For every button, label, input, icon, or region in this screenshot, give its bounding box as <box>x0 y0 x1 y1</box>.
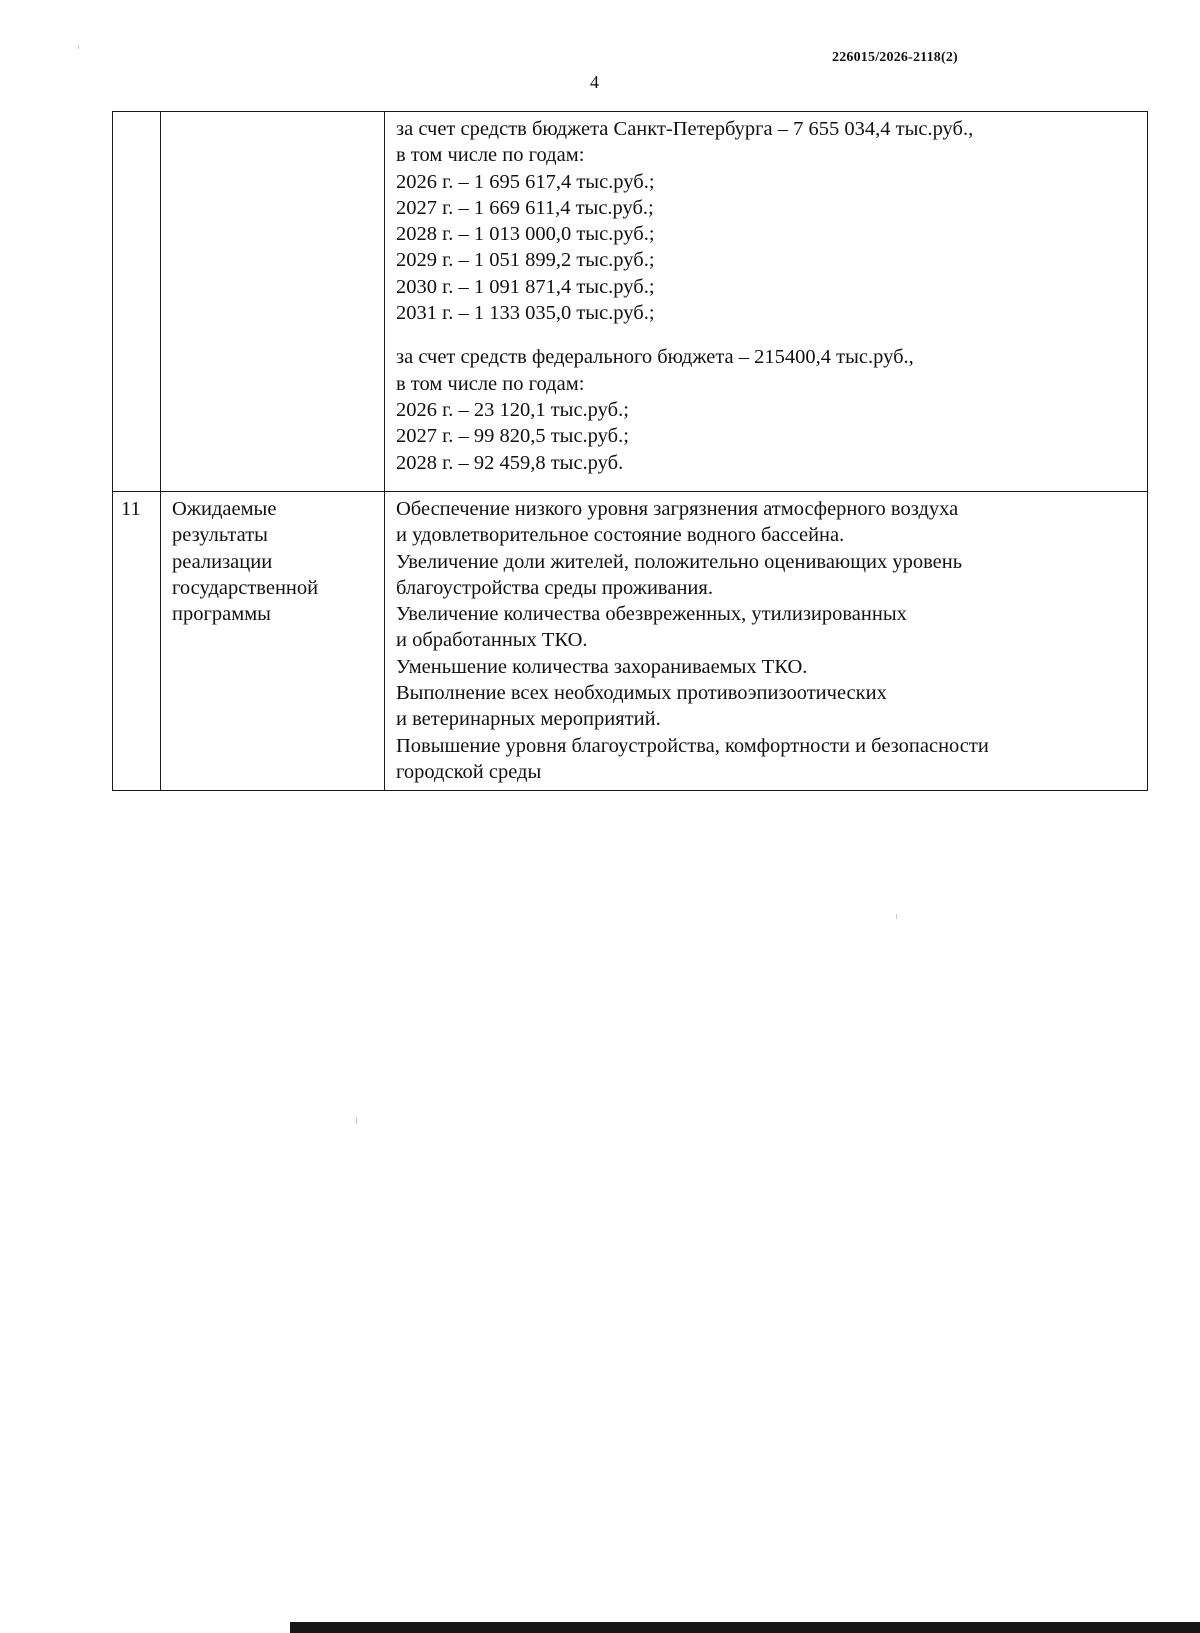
row-number: 11 <box>121 498 141 520</box>
scan-artifact <box>356 1117 357 1124</box>
financing-line: 2026 г. – 23 120,1 тыс.руб.; <box>396 398 629 421</box>
financing-line: 2027 г. – 99 820,5 тыс.руб.; <box>396 425 629 448</box>
financing-line: 2031 г. – 1 133 035,0 тыс.руб.; <box>396 302 655 325</box>
result-line: и обработанных ТКО. <box>396 629 588 652</box>
table-row-financing <box>113 112 1148 492</box>
financing-line: 2028 г. – 1 013 000,0 тыс.руб.; <box>396 223 655 246</box>
row-number-cell <box>113 492 161 791</box>
row-number-cell <box>113 112 161 492</box>
result-line: благоустройства среды проживания. <box>396 576 713 599</box>
result-line: Обеспечение низкого уровня загрязнения атмосферного воздуха <box>396 498 959 520</box>
financing-line: 2027 г. – 1 669 611,4 тыс.руб.; <box>396 196 654 219</box>
row-number <box>113 112 160 120</box>
financing-line: за счет средств бюджета Санкт-Петербурга – 7 655 034,4 тыс.руб., <box>396 118 974 140</box>
financing-line: 2026 г. – 1 695 617,4 тыс.руб.; <box>396 170 655 193</box>
document-number: 226015/2026-2118(2) <box>832 50 958 65</box>
result-line: Выполнение всех необходимых противоэпизоотических <box>396 682 887 705</box>
financing-line: в том числе по годам: <box>396 144 585 167</box>
result-line: городской среды <box>396 760 542 783</box>
result-line: Уменьшение количества захораниваемых ТКО. <box>396 655 808 678</box>
row-name-line: государственной <box>172 576 319 599</box>
table-row-expected-results <box>113 492 1148 791</box>
row-name-line: реализации <box>172 550 273 573</box>
row-name-line: программы <box>172 603 271 626</box>
result-line: Увеличение количества обезвреженных, утилизированных <box>396 603 907 626</box>
result-line: и ветеринарных мероприятий. <box>396 708 661 731</box>
result-line: Повышение уровня благоустройства, комфортности и безопасности <box>396 734 989 757</box>
row-name-line: результаты <box>172 524 268 547</box>
row-name <box>161 112 384 120</box>
financing-line: в том числе по годам: <box>396 372 585 395</box>
financing-line: за счет средств федерального бюджета – 215400,4 тыс.руб., <box>396 346 914 369</box>
result-line: и удовлетворительное состояние водного бассейна. <box>396 524 845 547</box>
scan-edge-bar <box>290 1622 1200 1633</box>
scan-artifact <box>78 45 79 49</box>
spb-budget-group <box>396 116 1137 326</box>
scan-artifact <box>896 914 897 919</box>
expected-results-cell <box>385 492 1148 791</box>
row-name-line: Ожидаемые <box>172 498 277 520</box>
program-passport-table <box>112 111 1148 791</box>
financing-line: 2028 г. – 92 459,8 тыс.руб. <box>396 451 624 474</box>
page-number: 4 <box>590 72 599 92</box>
result-line: Увеличение доли жителей, положительно оценивающих уровень <box>396 550 963 573</box>
row-name-cell <box>161 112 385 492</box>
financing-line: 2030 г. – 1 091 871,4 тыс.руб.; <box>396 275 655 298</box>
federal-budget-group <box>396 344 1137 475</box>
financing-line: 2029 г. – 1 051 899,2 тыс.руб.; <box>396 249 655 272</box>
row-name-cell <box>161 492 385 791</box>
financing-value-cell <box>385 112 1148 492</box>
